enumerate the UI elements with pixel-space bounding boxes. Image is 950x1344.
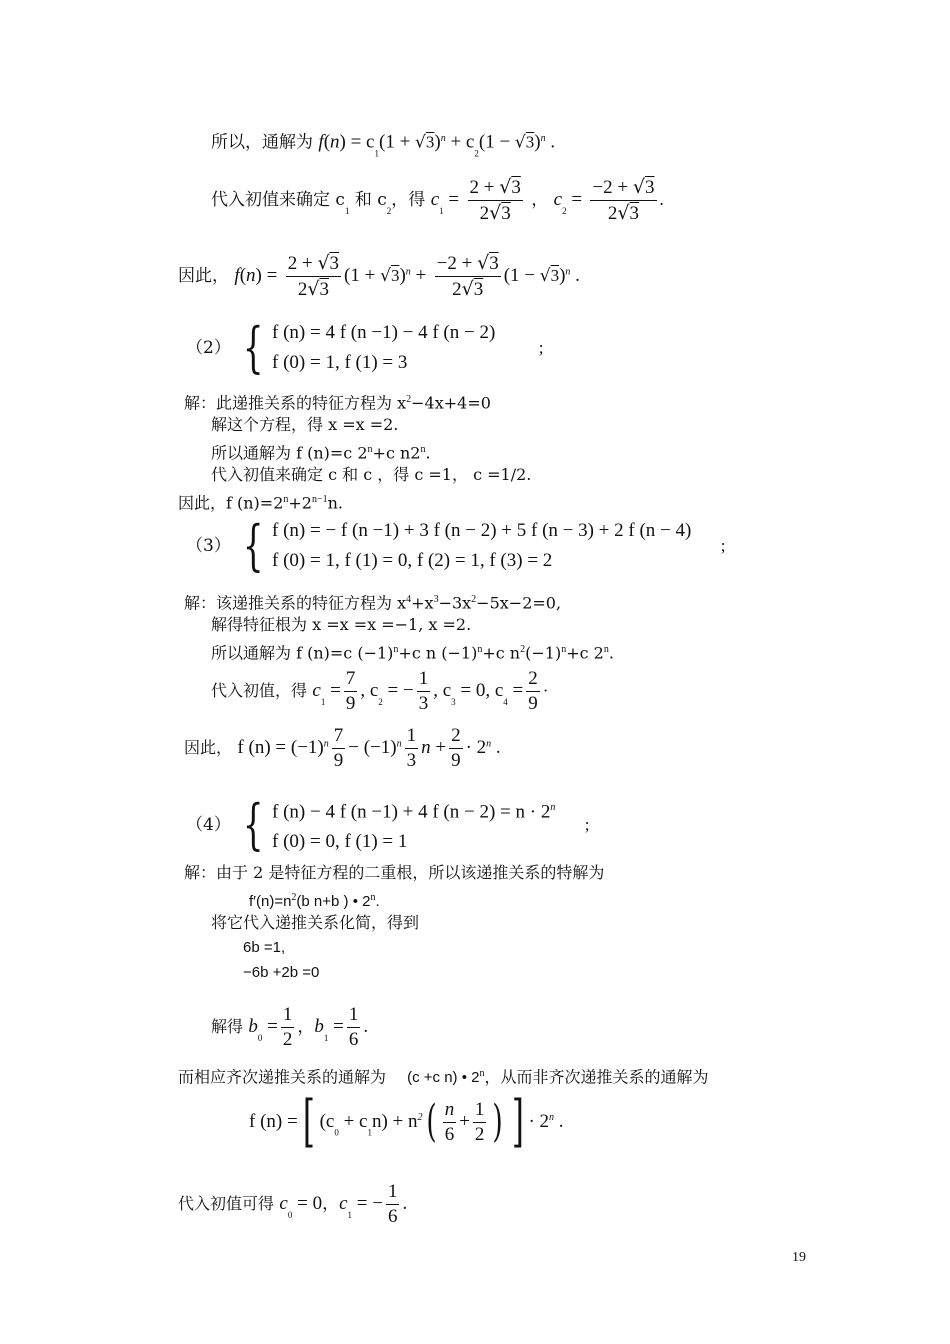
- text: +2: [288, 493, 312, 513]
- text: −6b +2b =0: [243, 964, 320, 981]
- text: +x: [411, 593, 434, 613]
- p2-solution-4: [211, 464, 531, 486]
- p2-solution-1: 解：此递推关系的特征方程为 $x^2-4x+4=0$: [184, 393, 491, 413]
- page-number: 19: [792, 1250, 806, 1265]
- text: +c n: [482, 643, 521, 663]
- text: n.: [327, 493, 344, 513]
- p2-solution-2: [211, 414, 398, 436]
- text: (c +c n) • 2: [407, 1069, 480, 1087]
- p4-solution-2: $f'(n)=n^2(b$ n+b ) • 2$^n$.: [249, 892, 380, 910]
- text: 因此，: [184, 738, 233, 757]
- p4-solution-6: 解得 $b_0$ = $\frac{1}{2}$ ，$b_1$ = $\frac{1}{6}$ .: [211, 1004, 369, 1050]
- text: 因此，: [178, 266, 229, 286]
- text: f′(n)=n: [249, 893, 292, 910]
- p4-solution-3: [211, 912, 419, 934]
- text: −3x: [438, 593, 472, 613]
- p2-solution-5: 因此，f $(n)=2^n+2^{n-1}n$.: [178, 493, 344, 513]
- p4-solution-9: 代入初值可得 $c_0 = 0$，$c_1$ = − $\frac{1}{6}$ .: [178, 1181, 408, 1227]
- text: 所以，通解为: [211, 132, 313, 153]
- text: 所以通解为 f (n)=c 2: [211, 443, 368, 463]
- text: +c 2: [566, 643, 604, 663]
- p3-solution-3: 所以通解为 f (n)=c $(-1)^n+c$ n $(-1)^n+c$ $n^2(-1)^n+c$ 2$^n$.: [211, 643, 614, 663]
- text: 解：由于 2 是特征方程的二重根，所以该递推关系的特解为: [184, 863, 605, 882]
- general-solution-line: 所以，通解为 $f(n) = c_1(1 + √3)^n + c_2(1 - √3)^n$ .: [211, 131, 556, 159]
- text: 将它代入递推关系化简，得到: [211, 913, 420, 932]
- p3-solution-2: [211, 614, 471, 636]
- text: −4x+4=0: [411, 393, 491, 413]
- problem-4-system: （4） { f (n) − 4 f (n −1) + 4 f $(n - 2) = n \cdot 2^n$ f (0) = 0, f (1) = 1 ;: [186, 793, 590, 857]
- p2-solution-3: 所以通解为 f (n)=c $2^n+c$ n2$^n$.: [211, 443, 431, 463]
- problem-label: （4）: [186, 815, 231, 836]
- text: ，从而非齐次递推关系的通解为: [484, 1067, 709, 1087]
- text: 6b =1,: [243, 939, 286, 956]
- p4-solution-4: [243, 937, 285, 959]
- p4-general-solution: f (n) =[ $(c_0 + c_1n) + n^2$( $\frac{n}{6}$ + $\frac{1}{2}$ ) ] · $2^n$ .: [249, 1089, 564, 1154]
- text: 而相应齐次递推关系的通解为: [178, 1067, 387, 1087]
- text: 解这个方程，得 x =x =2.: [211, 415, 399, 434]
- p3-solution-4: 代入初值，得 $c_1$ = $\frac{7}{9}$ , $c_2$ = − $\frac{1}{3}$ , $c_3 = 0$, $c_4$ = $\frac{2}{9}$ ·: [211, 668, 549, 714]
- text: +c n2: [372, 443, 421, 463]
- result-line-1: 因此， f(n) = $\frac{2 + √3}{2√3}$ $(1 + √3)^n$ + $\frac{-2 + √3}{2√3}$ $(1 - √3)^n$ .: [178, 252, 580, 300]
- text: 所以通解为 f (n)=c (−1): [211, 643, 394, 663]
- text: 解：该递推关系的特征方程为 x: [184, 593, 407, 613]
- text: 和 c: [354, 190, 387, 210]
- text: 解：此递推关系的特征方程为 x: [184, 393, 407, 413]
- p4-solution-7: 而相应齐次递推关系的通解为 (c +c n) • 2$^n$，从而非齐次递推关系的通解为: [178, 1067, 709, 1087]
- text: 代入初值来确定 c: [211, 190, 345, 210]
- problem-label: （2）: [186, 338, 231, 358]
- text: (−1): [525, 643, 562, 663]
- problem-2-system: （2） { f (n) = 4 f (n −1) − 4 f (n − 2) f (0) = 1, f (1) = 3 ;: [186, 316, 544, 379]
- text: ，得: [391, 190, 426, 210]
- text: 代入初值来确定 c 和 c ，得 c =1， c =1/2.: [211, 465, 532, 484]
- text: 代入初值可得: [178, 1194, 275, 1213]
- constants-line: 代入初值来确定 $c_1$ 和 $c_2$，得 $c_1$ = $\frac{2 + √3}{2√3}$ ， $c_2$ = $\frac{-2 + √3}{2√3}$ .: [211, 176, 664, 224]
- text: 解得: [211, 1017, 244, 1036]
- text: +c n (−1): [398, 643, 478, 663]
- text: (b n+b ) • 2: [296, 893, 371, 910]
- text: 因此，f (n)=2: [178, 493, 284, 513]
- p3-result: 因此， f $(n) = (-1)^n$ $\frac{7}{9}$ − $(-1)^n$ $\frac{1}{3}$ n + $\frac{2}{9}$ · $2^n$ .: [184, 725, 501, 771]
- problem-3-system: （3） { f (n) = − f (n −1) + 3 f (n − 2) + 5 f (n − 3) + 2 f (n − 4) f (0) = 1, f (1) = 0, f (2) = 1, f (3) = 2 ;: [186, 514, 726, 577]
- text: 代入初值，得: [211, 681, 308, 700]
- text: −5x−2=0,: [476, 593, 562, 613]
- problem-label: （3）: [186, 536, 231, 556]
- text: 解得特征根为 x =x =x =−1, x =2.: [211, 615, 472, 634]
- p4-solution-5: [243, 962, 319, 984]
- p4-solution-1: [184, 862, 604, 884]
- p3-solution-1: 解：该递推关系的特征方程为 $x^4+x^3-3x^2-5x-2=0$,: [184, 593, 562, 613]
